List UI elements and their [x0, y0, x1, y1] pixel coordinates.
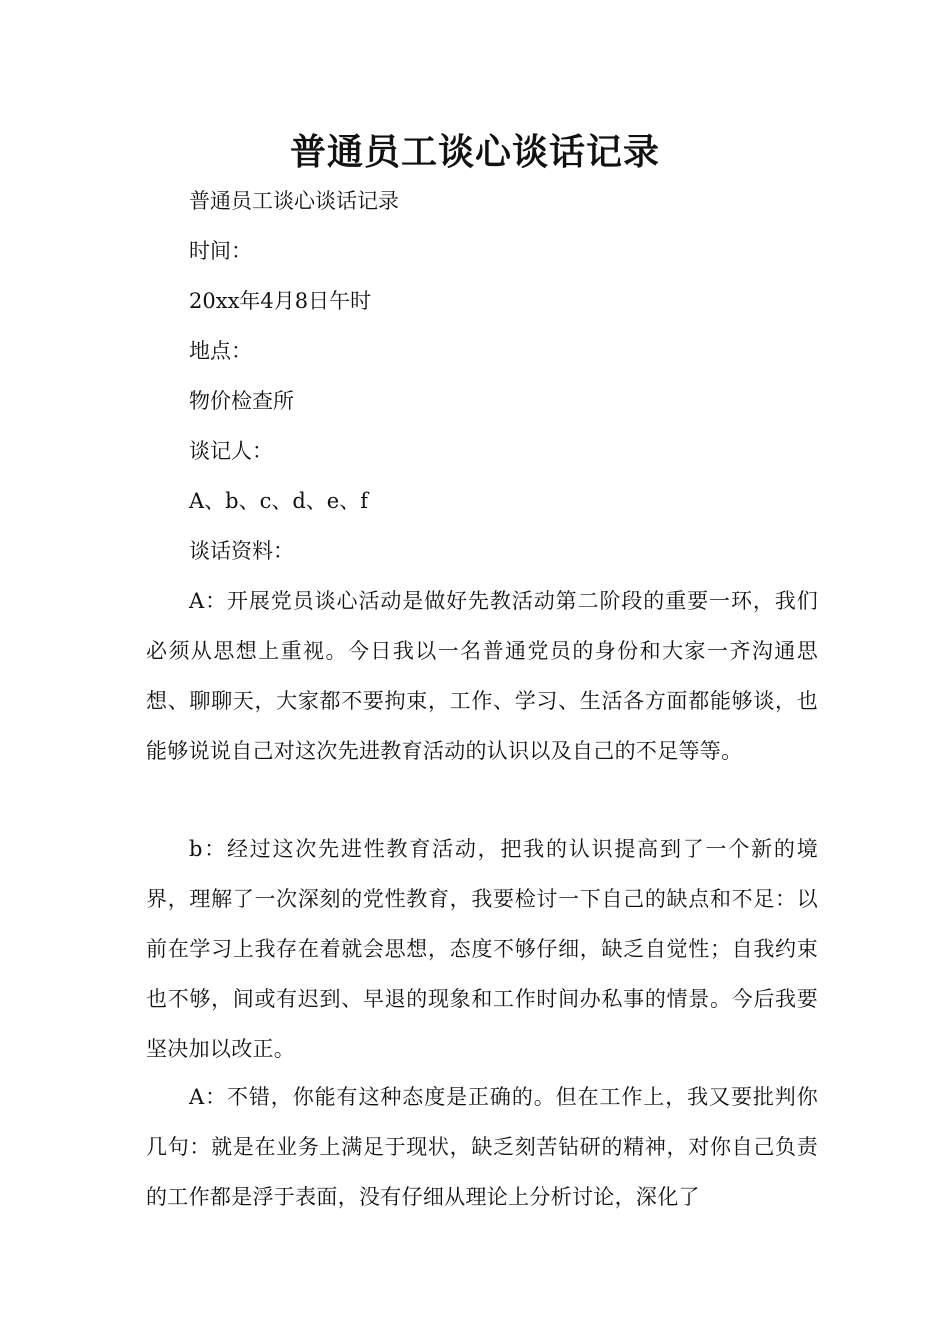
content-label: 谈话资料： — [189, 539, 294, 563]
location-value: 物价检查所 — [189, 389, 294, 413]
document-title: 普通员工谈心谈话记录 — [289, 132, 660, 173]
time-label: 时间： — [189, 239, 252, 263]
participants-value: A、b、c、d、e、f — [189, 489, 369, 513]
subtitle-line: 普通员工谈心谈话记录 — [189, 189, 399, 213]
paragraph-a-opening: A：开展党员谈心活动是做好先教活动第二阶段的重要一环，我们必须从思想上重视。今日我以一名普通党员的身份和大家一齐沟通思想、聊聊天，大家都不要拘束，工作、学习、生活各方面都能够谈，也能够说说自己对这次先进教育活动的认识以及自己的不足等等。 — [146, 589, 818, 763]
recorder-label: 谈记人： — [189, 439, 273, 463]
paragraph-b-response: b：经过这次先进性教育活动，把我的认识提高到了一个新的境界，理解了一次深刻的党性教育，我要检讨一下自己的缺点和不足：以前在学习上我存在着就会思想，态度不够仔细，缺乏自觉性；自我约束也不够，间或有迟到、早退的现象和工作时间办私事的情景。今后我要坚决加以改正。 — [146, 837, 818, 1061]
location-label: 地点： — [189, 339, 252, 363]
paragraph-a-critique: A：不错，你能有这种态度是正确的。但在工作上，我又要批判你几句：就是在业务上满足于现状，缺乏刻苦钻研的精神，对你自己负责的工作都是浮于表面，没有仔细从理论上分析讨论，深化了 — [146, 1085, 818, 1209]
time-value: 20xx年4月8日午时 — [189, 289, 372, 313]
